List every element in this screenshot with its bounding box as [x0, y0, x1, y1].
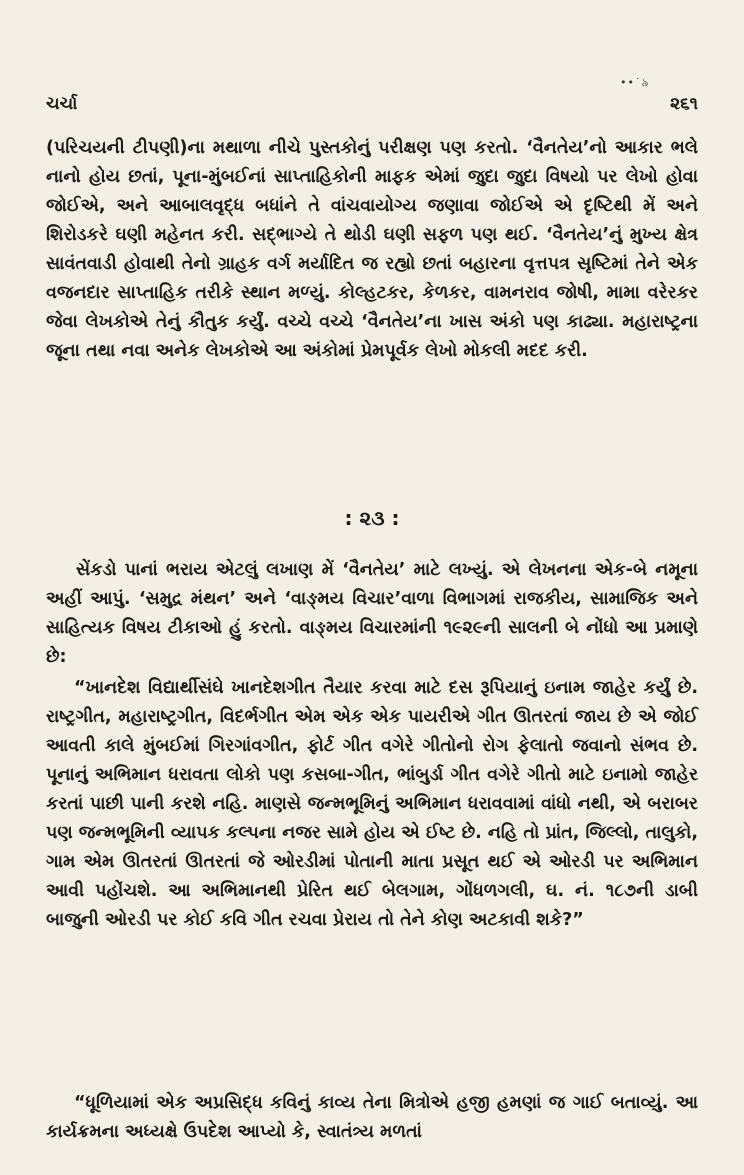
paragraph-1: (પરિચયની ટીપણી)ના મથાળા નીચે પુસ્તકોનું પરીક્ષણ પણ કરતો. ‘વૈનતેય’નો આકાર ભલે નાનો હોય છતાં, પૂના-મુંબઈનાં સાપ્તાહિકોની માફક એમાં જુદા જુદા વિષયો પર લેખો હોવા જોઈએ, અને આબાલવૃદ્ધ બધાંને તે વાંચવાયોગ્ય જણાવા જોઈએ એ દૃષ્ટિથી મેં અને શિરોડકરે ઘણી મહેનત કરી. સદ્ભાગ્યે તે થોડી ઘણી સફળ પણ થઈ. ‘વૈનતેય’નું મુખ્ય ક્ષેત્ર સાવંતવાડી હોવાથી તેનો ગ્રાહક વર્ગ મર્યાદિત જ રહ્યો છતાં બહારના વૃત્તપત્ર સૃષ્ટિમાં તેને એક વજનદાર સાપ્તાહિક તરીકે સ્થાન મળ્યું. કોલ્હટકર, કેળકર, વામનરાવ જોષી, મામા વરેરકર જેવા લેખકોએ તેનું કૌતુક કર્યું. વચ્ચે વચ્ચે ‘વૈનતેય’ના ખાસ અંકો પણ કાઢ્યા. મહારાષ્ટ્રના જૂના તથા નવા અનેક લેખકોએ આ અંકોમાં પ્રેમપૂર્વક લેખો મોકલી મદદ કરી.	[46, 138, 698, 361]
paragraph-2: સેંકડો પાનાં ભરાય એટલું લખાણ મેં ‘વૈનતેય’ માટે લખ્યું. એ લેખનના એક-બે નમૂના અહીં આપું. ‘સમુદ્ર મંથન’ અને ‘વાઙ્મય વિચાર’વાળા વિભાગમાં રાજકીય, સામાજિક અને સાહિત્યક વિષય ટીકાઓ હું કરતો. વાઙ્મય વિચારમાંની ૧૯૨૯ની સાલની બે નોંધો આ પ્રમાણે છે:	[46, 560, 698, 667]
corner-mark: ••˙৯	[620, 76, 650, 89]
paragraph-3-quote: “ખાનદેશ વિદ્યાર્થીસંઘે ખાનદેશગીત તૈયાર કરવા માટે દસ રૂપિયાનું ઇનામ જાહેર કર્યું છે. રાષ્ટ્રગીત, મહારાષ્ટ્રગીત, વિદર્ભગીત એમ એક એક પાયરીએ ગીત ઊતરતાં જાય છે એ જોઈ આવતી કાલે મુંબઈમાં ગિરગાંવગીત, ફોર્ટ ગીત વગેરે ગીતોનો રોગ ફેલાતો જવાનો સંભવ છે. પૂનાનું અભિમાન ધરાવતા લોકો પણ કસબા-ગીત, ભાંબુર્ડા ગીત વગેરે ગીતો માટે ઇનામો જાહેર કરતાં પાછી પાની કરશે નહિ. માણસે જન્મભૂમિનું અભિમાન ધરાવવામાં વાંધો નથી, એ બરાબર પણ જન્મભૂમિની વ્યાપક કલ્પના નજર સામે હોય એ ઈષ્ટ છે. નહિ તો પ્રાંત, જિલ્લો, તાલુકો, ગામ એમ ઊતરતાં ઊતરતાં જે ઓરડીમાં પોતાની માતા પ્રસૂત થઈ એ ઓરડી પર અભિમાન આવી પહોંચશે. આ અભિમાનથી પ્રેરિત થઈ બેલગામ, ગોંધળગલી, ઘ. નં. ૧૮૭ની ડાબી બાજુની ઓરડી પર કોઈ કવિ ગીત રચવા પ્રેરાય તો તેને કોણ અટકાવી શકે?”	[46, 678, 698, 930]
paragraph-4-quote: “ધૂળિયામાં એક અપ્રસિદ્ધ કવિનું કાવ્ય તેના મિત્રોએ હજી હમણાં જ ગાઈ બતાવ્યું. આ કાર્યક્રમના અધ્યક્ષે ઉપદેશ આપ્યો કે, સ્વાતંત્ર્ય મળતાં	[46, 1093, 698, 1142]
section-number: : ૨૩ :	[344, 506, 400, 530]
header-left-title: ચર્ચા	[46, 94, 78, 114]
running-head	[46, 94, 698, 124]
page-number: ૨૬૧	[670, 94, 698, 114]
